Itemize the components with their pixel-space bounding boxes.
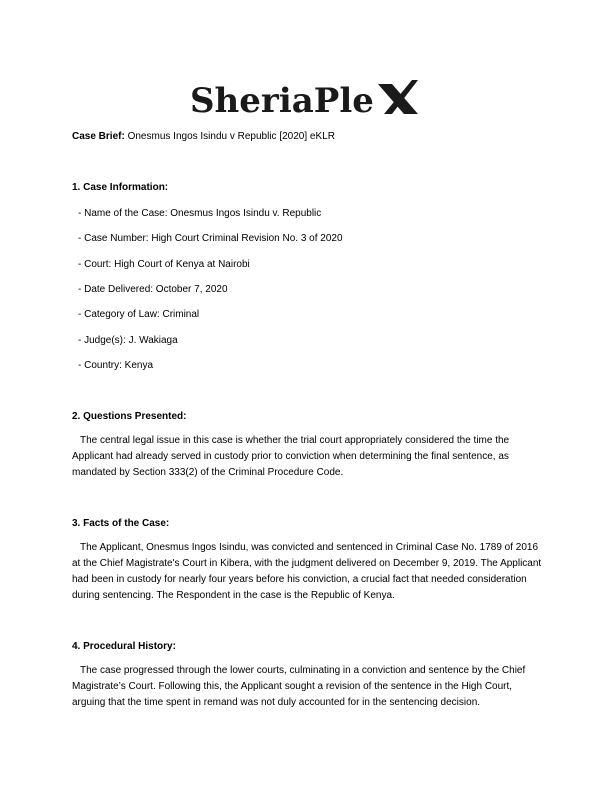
logo-x-mark — [378, 80, 418, 114]
section-heading-questions-presented: 2. Questions Presented: — [72, 411, 187, 422]
case-brief-line — [72, 130, 335, 144]
section-heading-case-information: 1. Case Information: — [72, 182, 169, 193]
section-heading-facts: 3. Facts of the Case: — [72, 518, 170, 529]
case-info-item: - Judge(s): J. Wakiaga — [78, 335, 178, 346]
logo-wordmark: SheriaPle — [190, 81, 374, 121]
case-brief-label: Case Brief: — [72, 131, 125, 142]
section-heading-procedural-history: 4. Procedural History: — [72, 641, 176, 652]
case-info-item: - Date Delivered: October 7, 2020 — [78, 284, 228, 295]
case-brief-title: Onesmus Ingos Isindu v Republic [2020] eKLR — [127, 131, 335, 142]
case-info-item: - Name of the Case: Onesmus Ingos Isindu v. Republic — [78, 208, 322, 219]
case-info-item: - Category of Law: Criminal — [78, 309, 200, 320]
facts-paragraph: The Applicant, Onesmus Ingos Isindu, was convicted and sentenced in Criminal Case No. 1789 of 2016 at the Chief Magistrate's Court in Kibera, with the judgment delivered on December 9, 2019. The Applicant had been in custody for nearly four years before his conviction, a crucial fact that needed consideration during sentencing. The Respondent in the case is the Republic of Kenya. — [72, 542, 542, 601]
case-info-item: - Court: High Court of Kenya at Nairobi — [78, 259, 250, 270]
logo-graphic — [186, 74, 426, 124]
case-info-item: - Country: Kenya — [78, 360, 154, 371]
procedural-history-paragraph: The case progressed through the lower courts, culminating in a conviction and sentence by the Chief Magistrate’s Court. Following this, the Applicant sought a revision of the sentence in the High Court, arguing that the time spent in remand was not duly accounted for in the sentencing decision. — [72, 665, 526, 708]
sheriaplex-logo — [0, 74, 612, 124]
case-info-item: - Case Number: High Court Criminal Revision No. 3 of 2020 — [78, 233, 343, 244]
questions-presented-paragraph: The central legal issue in this case is whether the trial court appropriately considered the time the Applicant had already served in custody prior to conviction when determining the final sentence, as mandated by Section 333(2) of the Criminal Procedure Code. — [72, 435, 510, 478]
